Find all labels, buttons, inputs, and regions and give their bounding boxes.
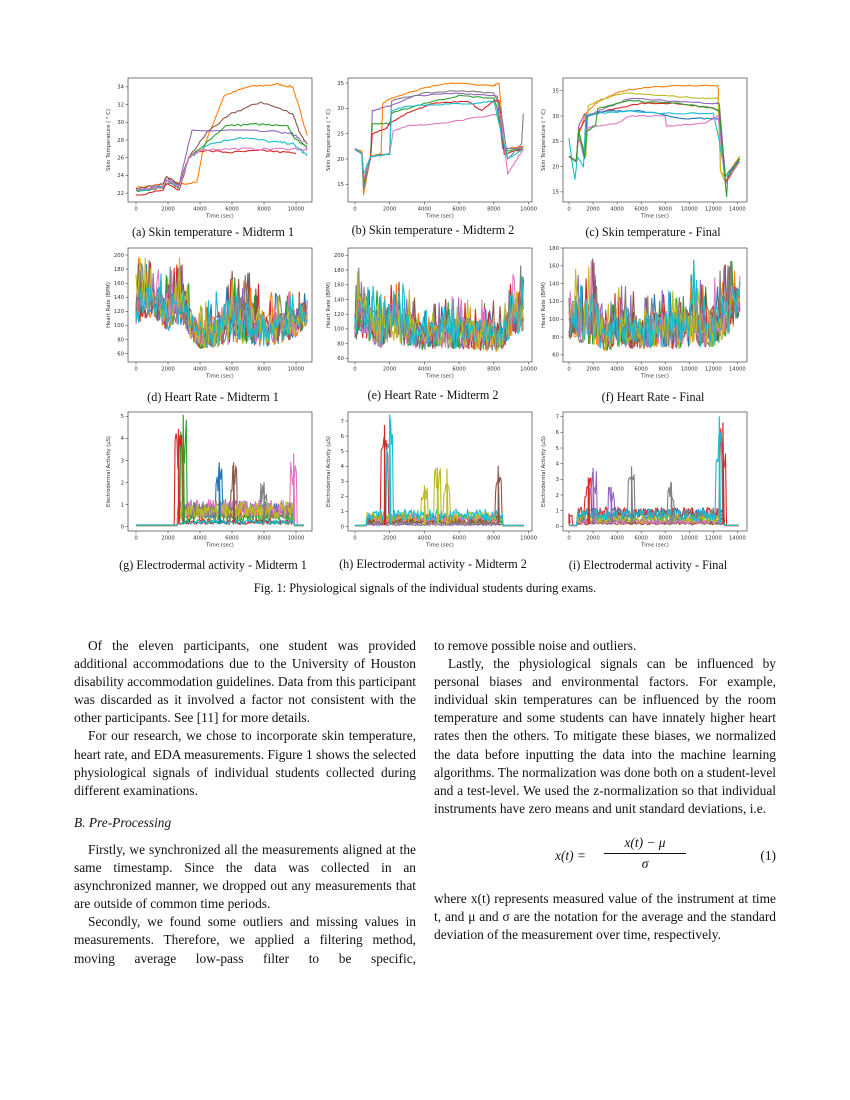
svg-text:8000: 8000 xyxy=(257,535,271,542)
svg-text:4000: 4000 xyxy=(610,366,624,373)
subcaption-e: (e) Heart Rate - Midterm 2 xyxy=(367,388,499,402)
chart-svg xyxy=(318,408,538,553)
svg-text:2: 2 xyxy=(555,492,559,499)
svg-text:160: 160 xyxy=(548,263,559,270)
equation-1 xyxy=(434,830,776,884)
svg-text:6000: 6000 xyxy=(452,366,466,373)
svg-text:4000: 4000 xyxy=(193,366,207,373)
svg-text:180: 180 xyxy=(333,267,344,274)
svg-text:4: 4 xyxy=(555,461,559,468)
svg-text:15: 15 xyxy=(337,182,344,189)
svg-text:6000: 6000 xyxy=(225,535,239,542)
svg-text:Time (sec): Time (sec) xyxy=(426,542,454,549)
svg-text:0: 0 xyxy=(353,206,357,213)
svg-text:Heart Rate (BPM): Heart Rate (BPM) xyxy=(106,282,112,328)
svg-text:6000: 6000 xyxy=(225,206,239,213)
chart-svg xyxy=(533,244,753,384)
svg-text:5: 5 xyxy=(120,414,124,421)
svg-text:0: 0 xyxy=(567,535,571,542)
svg-text:Time (sec): Time (sec) xyxy=(426,373,454,380)
svg-text:Time (sec): Time (sec) xyxy=(641,213,669,220)
svg-text:6000: 6000 xyxy=(634,206,648,213)
chart-svg xyxy=(533,74,753,224)
svg-text:30: 30 xyxy=(337,106,344,113)
svg-text:8000: 8000 xyxy=(487,535,501,542)
svg-text:2000: 2000 xyxy=(161,206,175,213)
svg-text:120: 120 xyxy=(333,311,344,318)
svg-text:7: 7 xyxy=(340,418,344,425)
chart-svg xyxy=(318,74,538,224)
svg-text:0: 0 xyxy=(134,366,138,373)
section-heading: B. Pre-Processing xyxy=(74,814,172,830)
equation-fraction xyxy=(604,834,686,873)
subcaption-a: (a) Skin temperature - Midterm 1 xyxy=(131,225,295,239)
plot-d-heart-rate-midterm1 xyxy=(98,244,318,384)
svg-text:14000: 14000 xyxy=(728,206,746,213)
svg-text:6000: 6000 xyxy=(452,535,466,542)
svg-text:8000: 8000 xyxy=(658,366,672,373)
equation-numerator: x(t) − μ xyxy=(604,834,686,854)
svg-text:0: 0 xyxy=(353,366,357,373)
svg-text:12000: 12000 xyxy=(704,366,722,373)
svg-text:100: 100 xyxy=(113,323,124,330)
svg-text:12000: 12000 xyxy=(704,535,722,542)
svg-text:140: 140 xyxy=(333,297,344,304)
svg-text:4: 4 xyxy=(340,464,344,471)
svg-text:160: 160 xyxy=(113,280,124,287)
svg-text:Electrodermal Activity (µS): Electrodermal Activity (µS) xyxy=(326,436,332,507)
svg-text:160: 160 xyxy=(333,282,344,289)
svg-text:140: 140 xyxy=(113,295,124,302)
svg-text:2000: 2000 xyxy=(382,535,397,542)
svg-text:Time (sec): Time (sec) xyxy=(206,542,234,549)
svg-text:0: 0 xyxy=(567,366,571,373)
svg-text:20: 20 xyxy=(337,156,344,163)
svg-text:8000: 8000 xyxy=(487,206,501,213)
svg-text:Heart Rate (BPM): Heart Rate (BPM) xyxy=(326,282,332,328)
svg-text:6: 6 xyxy=(340,433,344,440)
svg-text:2000: 2000 xyxy=(586,366,600,373)
svg-text:10000: 10000 xyxy=(520,206,537,213)
svg-text:4000: 4000 xyxy=(417,206,432,213)
subcaption-c: (c) Skin temperature - Final xyxy=(585,225,721,239)
equation-lhs: x(t) = xyxy=(555,847,586,863)
svg-text:180: 180 xyxy=(113,266,124,273)
svg-text:3: 3 xyxy=(120,458,124,465)
svg-text:28: 28 xyxy=(117,137,124,144)
svg-text:140: 140 xyxy=(548,281,559,288)
svg-text:25: 25 xyxy=(337,131,344,138)
chart-svg xyxy=(533,408,753,553)
svg-text:10000: 10000 xyxy=(680,366,698,373)
svg-text:1: 1 xyxy=(555,508,559,515)
svg-text:4000: 4000 xyxy=(417,535,432,542)
svg-text:34: 34 xyxy=(117,84,124,91)
svg-text:1: 1 xyxy=(120,502,124,509)
svg-text:Electrodermal Activity (µS): Electrodermal Activity (µS) xyxy=(106,436,112,507)
svg-text:14000: 14000 xyxy=(728,535,746,542)
svg-text:3: 3 xyxy=(340,479,344,486)
plot-e-heart-rate-midterm2 xyxy=(318,244,538,384)
svg-text:7: 7 xyxy=(555,414,559,421)
svg-text:22: 22 xyxy=(117,190,124,197)
svg-text:5: 5 xyxy=(555,445,559,452)
svg-text:0: 0 xyxy=(340,524,344,531)
svg-text:200: 200 xyxy=(113,252,124,259)
svg-text:0: 0 xyxy=(555,524,559,531)
plot-a-skin-temp-midterm1 xyxy=(98,74,318,224)
svg-text:0: 0 xyxy=(134,206,138,213)
subcaption-h: (h) Electrodermal activity - Midterm 2 xyxy=(339,557,527,571)
svg-text:2: 2 xyxy=(120,480,124,487)
plot-i-eda-final xyxy=(533,408,753,553)
paragraph: For our research, we chose to incorporate skin temperature, heart rate, and EDA measurements. Figure 1 shows the selected physiological signals of individual students collected during different examinations. xyxy=(74,728,416,798)
svg-text:10000: 10000 xyxy=(287,366,305,373)
svg-text:2000: 2000 xyxy=(586,535,600,542)
svg-text:Skin Temperature ( ° C): Skin Temperature ( ° C) xyxy=(541,108,547,172)
equation-denominator: σ xyxy=(641,856,649,872)
svg-text:3: 3 xyxy=(555,477,559,484)
svg-text:10000: 10000 xyxy=(287,206,305,213)
svg-text:120: 120 xyxy=(113,309,124,316)
svg-text:0: 0 xyxy=(120,524,124,531)
svg-text:Skin Temperature ( ° C): Skin Temperature ( ° C) xyxy=(326,108,332,172)
svg-text:Time (sec): Time (sec) xyxy=(206,213,234,220)
svg-text:2000: 2000 xyxy=(161,535,175,542)
subcaption-d: (d) Heart Rate - Midterm 1 xyxy=(147,390,279,404)
svg-text:Time (sec): Time (sec) xyxy=(641,373,669,380)
paragraph: Of the eleven participants, one student was provided additional accommodations due to the University of Houston disability accommodation guidelines. Data from this participant was discarded as it involved a factor not consistent with the other participants. See [11] for more details. xyxy=(74,638,416,726)
svg-text:180: 180 xyxy=(548,245,559,252)
svg-text:2000: 2000 xyxy=(161,366,175,373)
chart-svg xyxy=(318,244,538,384)
svg-text:10000: 10000 xyxy=(287,535,305,542)
svg-text:8000: 8000 xyxy=(658,206,672,213)
svg-text:30: 30 xyxy=(117,120,124,127)
subcaption-f: (f) Heart Rate - Final xyxy=(601,390,705,404)
svg-text:35: 35 xyxy=(337,80,344,87)
svg-text:Time (sec): Time (sec) xyxy=(641,542,669,549)
svg-text:120: 120 xyxy=(548,299,559,306)
chart-svg xyxy=(98,244,318,384)
svg-text:2000: 2000 xyxy=(382,206,397,213)
svg-text:4000: 4000 xyxy=(193,535,207,542)
svg-text:10000: 10000 xyxy=(680,206,698,213)
svg-text:25: 25 xyxy=(552,139,559,146)
svg-text:Time (sec): Time (sec) xyxy=(426,213,454,220)
svg-text:80: 80 xyxy=(117,337,124,344)
paragraph: Firstly, we synchronized all the measurements aligned at the same timestamp. Since the data was collected in an asynchronized manner, we dropped out any measurements that are outside of common time periods. xyxy=(74,841,416,912)
left-column xyxy=(74,637,416,968)
svg-text:2000: 2000 xyxy=(586,206,600,213)
subcaption-b: (b) Skin temperature - Midterm 2 xyxy=(351,223,515,237)
svg-text:60: 60 xyxy=(552,352,559,359)
chart-svg xyxy=(98,408,318,553)
svg-text:5: 5 xyxy=(340,448,344,455)
plot-c-skin-temp-final xyxy=(533,74,753,224)
svg-text:4000: 4000 xyxy=(610,535,624,542)
paragraph: Lastly, the physiological signals can be influenced by personal biases and environmental factors. For example, individual skin temperatures can be influenced by the room temperature and some students can have innately higher heart rates then the others. To mitigate these biases, we normalized the data before inputting the data into the machine learning algorithms. The normalization was done both on a student-level and a test-level. We used the z-normalization so that individual instruments have zero means and unit standard deviations, i.e. xyxy=(434,656,776,816)
svg-text:6: 6 xyxy=(555,430,559,437)
svg-text:60: 60 xyxy=(337,356,344,363)
svg-text:30: 30 xyxy=(552,113,559,120)
svg-text:100: 100 xyxy=(333,326,344,333)
svg-text:200: 200 xyxy=(333,253,344,260)
svg-text:10000: 10000 xyxy=(520,535,537,542)
svg-text:60: 60 xyxy=(117,351,124,358)
svg-text:Electrodermal Activity (µS): Electrodermal Activity (µS) xyxy=(541,436,547,507)
svg-text:80: 80 xyxy=(552,334,559,341)
svg-text:Skin Temperature ( ° C): Skin Temperature ( ° C) xyxy=(106,108,112,172)
svg-text:6000: 6000 xyxy=(225,366,239,373)
svg-text:26: 26 xyxy=(117,155,124,162)
svg-text:32: 32 xyxy=(117,102,124,109)
plot-b-skin-temp-midterm2 xyxy=(318,74,538,224)
svg-text:15: 15 xyxy=(552,189,559,196)
paragraph: where x(t) represents measured value of the instrument at time t, and μ and σ are the notation for the average and the standard deviation of the measurement over time, respectively. xyxy=(434,890,776,943)
svg-text:10000: 10000 xyxy=(520,366,537,373)
plot-f-heart-rate-final xyxy=(533,244,753,384)
plot-g-eda-midterm1 xyxy=(98,408,318,553)
subcaption-i: (i) Electrodermal activity - Final xyxy=(568,558,728,572)
svg-text:6000: 6000 xyxy=(634,535,648,542)
svg-text:2000: 2000 xyxy=(382,366,397,373)
right-column xyxy=(434,637,776,944)
svg-text:0: 0 xyxy=(567,206,571,213)
svg-text:4000: 4000 xyxy=(610,206,624,213)
svg-text:Heart Rate (BPM): Heart Rate (BPM) xyxy=(541,282,547,328)
svg-text:24: 24 xyxy=(117,173,124,180)
plot-h-eda-midterm2 xyxy=(318,408,538,553)
paragraph: to remove possible noise and outliers. xyxy=(434,638,637,653)
subcaption-g: (g) Electrodermal activity - Midterm 1 xyxy=(119,558,307,572)
svg-text:4000: 4000 xyxy=(417,366,432,373)
svg-text:20: 20 xyxy=(552,164,559,171)
svg-text:4: 4 xyxy=(120,436,124,443)
svg-text:4000: 4000 xyxy=(193,206,207,213)
svg-text:35: 35 xyxy=(552,88,559,95)
svg-text:8000: 8000 xyxy=(658,535,672,542)
svg-text:80: 80 xyxy=(337,341,344,348)
svg-text:100: 100 xyxy=(548,317,559,324)
svg-text:2: 2 xyxy=(340,494,344,501)
svg-text:10000: 10000 xyxy=(680,535,698,542)
svg-text:6000: 6000 xyxy=(634,366,648,373)
svg-text:14000: 14000 xyxy=(728,366,746,373)
svg-text:Time (sec): Time (sec) xyxy=(206,373,234,380)
figure-caption: Fig. 1: Physiological signals of the individual students during exams. xyxy=(253,581,597,595)
svg-text:8000: 8000 xyxy=(487,366,501,373)
svg-text:12000: 12000 xyxy=(704,206,722,213)
paragraph: Secondly, we found some outliers and missing values in measurements. Therefore, we applied a filtering method, moving average low-pass filter to be specific, xyxy=(74,914,416,966)
chart-svg xyxy=(98,74,318,224)
svg-text:0: 0 xyxy=(134,535,138,542)
svg-text:8000: 8000 xyxy=(257,206,271,213)
svg-text:8000: 8000 xyxy=(257,366,271,373)
svg-text:0: 0 xyxy=(353,535,357,542)
svg-text:6000: 6000 xyxy=(452,206,466,213)
svg-text:1: 1 xyxy=(340,509,344,516)
equation-number: (1) xyxy=(760,847,776,863)
